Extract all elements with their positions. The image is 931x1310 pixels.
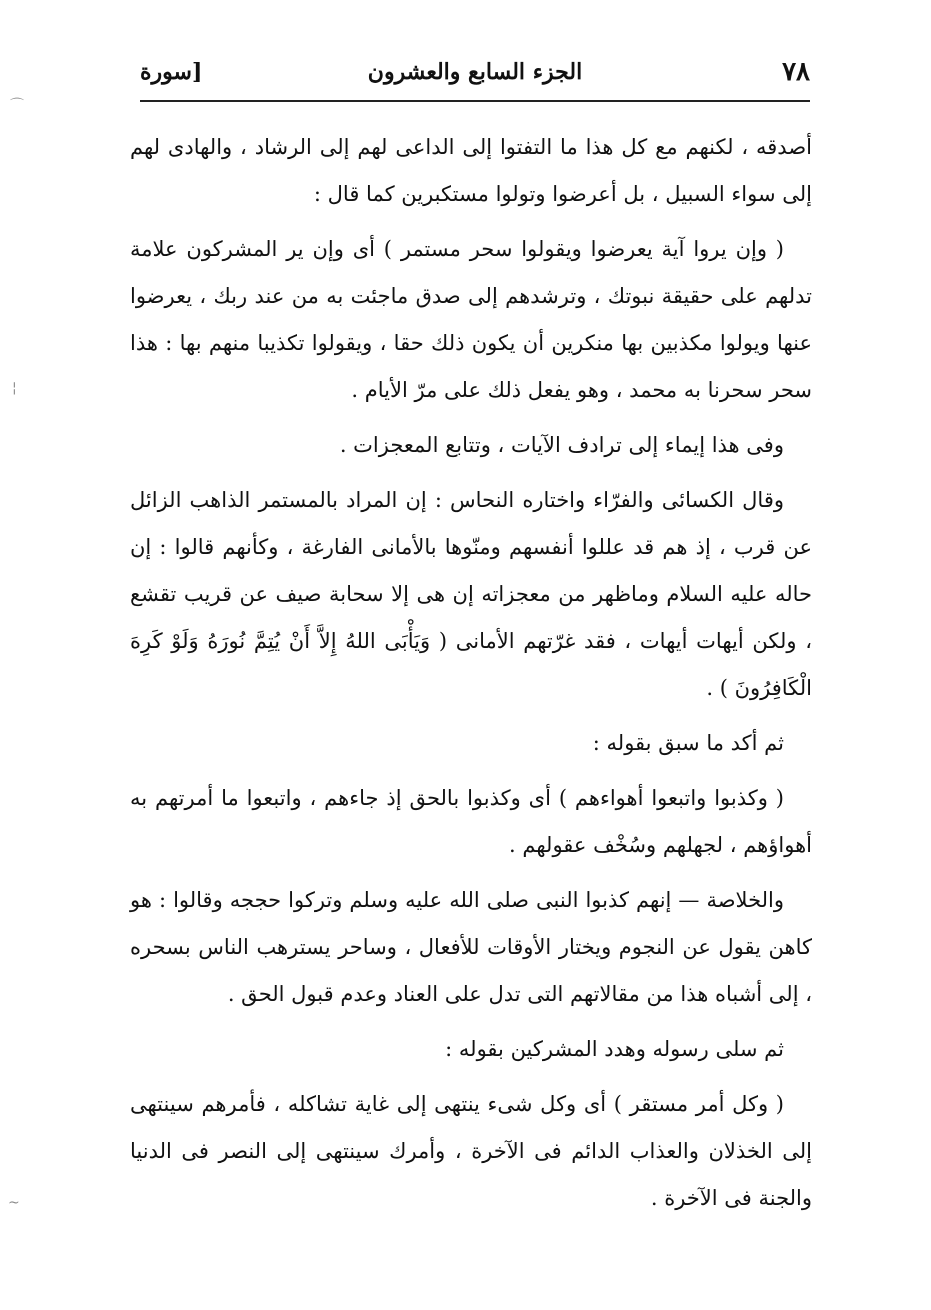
paragraph-3: وفى هذا إيماء إلى ترادف الآيات ، وتتابع المعجزات .	[339, 433, 784, 457]
header-rule	[140, 100, 810, 102]
margin-scribble: ¦	[12, 380, 17, 396]
running-title: الجزء السابع والعشرون	[367, 59, 583, 85]
page-header	[140, 52, 810, 96]
paragraph-6: ( وكذبوا واتبعوا أهواءهم ) أى وكذبوا بالحق إذ جاءهم ، واتبعوا ما أمرتهم به أهواؤهم ، لجهلهم وسُخْف عقولهم .	[130, 786, 812, 857]
margin-scribble: ~	[8, 1195, 20, 1211]
page-number: ٧٨	[782, 57, 810, 87]
paragraph-1: أصدقه ، لكنهم مع كل هذا ما التفتوا إلى الداعى لهم إلى الرشاد ، والهادى لهم إلى سواء السبيل ، بل أعرضوا وتولوا مستكبرين كما قال :	[130, 135, 812, 206]
paragraph-4: وقال الكسائى والفرّاء واختاره النحاس : إن المراد بالمستمر الذاهب الزائل عن قرب ، إذ هم قد عللوا أنفسهم ومنّوها بالأمانى الفارغة ، وكأنهم قالوا : إن حاله عليه السلام وماظهر من معجزاته إن هى إلا سحابة صيف عن قريب تقشع ، ولكن أيهات أيهات ، فقد غرّتهم الأمانى ( وَيَأْبَى اللهُ إِلاَّ أَنْ يُتِمَّ نُورَهُ وَلَوْ كَرِهَ الْكَافِرُونَ ) .	[130, 488, 812, 700]
paragraph-9: ( وكل أمر مستقر ) أى وكل شىء ينتهى إلى غاية تشاكله ، فأمرهم سينتهى إلى الخذلان والعذاب الدائم فى الآخرة ، وأمرك سينتهى إلى النصر فى الدنيا والجنة فى الآخرة .	[130, 1092, 812, 1210]
surah-label: [سورة	[140, 59, 203, 85]
paragraph-5: ثم أكد ما سبق بقوله :	[592, 731, 784, 755]
paragraph-7: والخلاصة — إنهم كذبوا النبى صلى الله عليه وسلم وتركوا حججه وقالوا : هو كاهن يقول عن النجوم ويختار الأوقات للأفعال ، وساحر يسترهب الناس بسحره ، إلى أشباه هذا من مقالاتهم التى تدل على العناد وعدم قبول الحق .	[130, 888, 812, 1006]
paragraph-8: ثم سلى رسوله وهدد المشركين بقوله :	[445, 1037, 784, 1061]
margin-scribble: ⌒	[10, 98, 24, 114]
body-text	[130, 124, 812, 1230]
paragraph-2: ( وإن يروا آية يعرضوا ويقولوا سحر مستمر ) أى وإن ير المشركون علامة تدلهم على حقيقة نبوتك ، وترشدهم إلى صدق ماجئت به من عند ربك ، يعرضوا عنها ويولوا مكذبين بها منكرين أن يكون ذلك حقا ، ويقولوا تكذيبا منهم بها : هذا سحر سحرنا به محمد ، وهو يفعل ذلك على مرّ الأيام .	[130, 237, 812, 402]
